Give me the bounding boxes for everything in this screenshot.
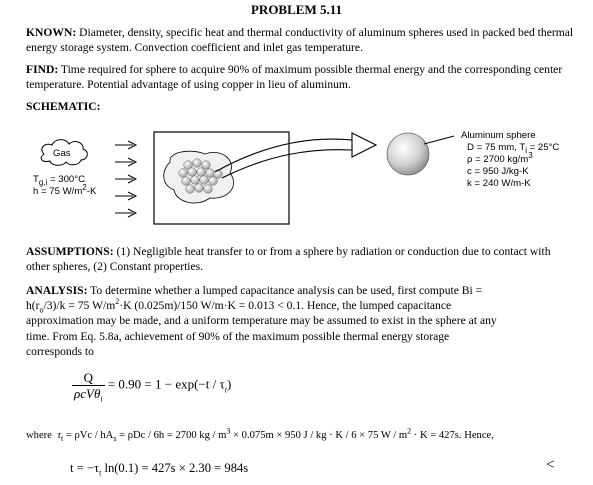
find-section: [26, 62, 574, 92]
analysis-line-2: $h(r_o/3)/k = 75$ $W/m^2\cdot K$ (0.025m)/150 W/m·K = 0.013 < 0.1. Hence, the lumped capacitance: [26, 297, 452, 315]
equation-time-constant: where $\tau_t = \rho Vc / hA_s = \rho Dc / 6h = 2700$ kg / $m^3 \times 0.075m \times 950$ J / kg · K / 6 × 75 $W / m^2 \cdot K = 427s$. Hence,: [26, 426, 494, 444]
analysis-line-3: approximation may be made, and a uniform temperature may be assumed to exist in the sphere at any: [26, 314, 497, 328]
sphere-conductivity: k = 240 W/m-K: [467, 178, 531, 189]
analysis-section: [26, 283, 578, 359]
sphere-title: Aluminum sphere: [461, 130, 536, 141]
find-text: Time required for sphere to acquire 90% of maximum possible thermal energy and the corresponding center temperature. Potential advantage of using copper in lieu of aluminum.: [26, 63, 563, 92]
flow-arrows-icon: [115, 141, 136, 217]
sphere-diameter: D = 75 mm, $T_i = 25^\circ C$: [467, 142, 560, 155]
assumptions-label: ASSUMPTIONS:: [26, 245, 114, 258]
continuation-mark: <: [546, 457, 555, 473]
analysis-line-5: corresponds to: [26, 344, 94, 358]
page-title: PROBLEM 5.11: [250, 2, 342, 17]
sphere-density: ρ = 2700 $kg/m^3$: [467, 150, 533, 165]
analysis-line-1: ANALYSIS: To determine whether a lumped capacitance analysis can be used, first compute Bi =: [26, 284, 483, 297]
equation-energy-ratio: $\frac{Q}{\rho cV\theta_i}$ = $0.90 = 1 - \exp(-t / \tau_t)$: [74, 370, 232, 404]
sphere-leader-line: [424, 136, 454, 144]
equation-time-result: $t = -\tau_t$ ln(0.1) = 427s × 2.30 = 984s: [70, 461, 249, 478]
gas-convection-coefficient: h = 75 $W/m^2-K$: [33, 182, 97, 197]
known-text: Diameter, density, specific heat and thermal conductivity of aluminum spheres used in packed bed thermal energy storage system. Convection coefficient and inlet gas temperature.: [26, 26, 574, 55]
gas-label: Gas: [53, 148, 71, 159]
known-label: KNOWN:: [26, 26, 77, 39]
sphere-specific-heat: c = 950 J/kg-K: [467, 166, 529, 177]
energy-fraction: $\frac{Q}{\rho cV\theta_i}$: [74, 370, 103, 404]
assumptions-section: [26, 244, 574, 274]
analysis-label: ANALYSIS:: [26, 284, 88, 297]
known-section: [26, 25, 574, 55]
analysis-line-4: time. From Eq. 5.8a, achievement of 90% of the maximum possible thermal energy storage: [26, 329, 450, 343]
schematic-label: SCHEMATIC:: [26, 100, 101, 113]
assumptions-text: (1) Negligible heat transfer to or from a sphere by radiation or conduction due to contact with other spheres, (2) Constant properties.: [26, 245, 551, 274]
aluminum-sphere-icon: [387, 133, 429, 175]
gas-temperature: $T_{g,i} = 300^\circ C$: [33, 174, 86, 187]
find-label: FIND:: [26, 63, 59, 76]
